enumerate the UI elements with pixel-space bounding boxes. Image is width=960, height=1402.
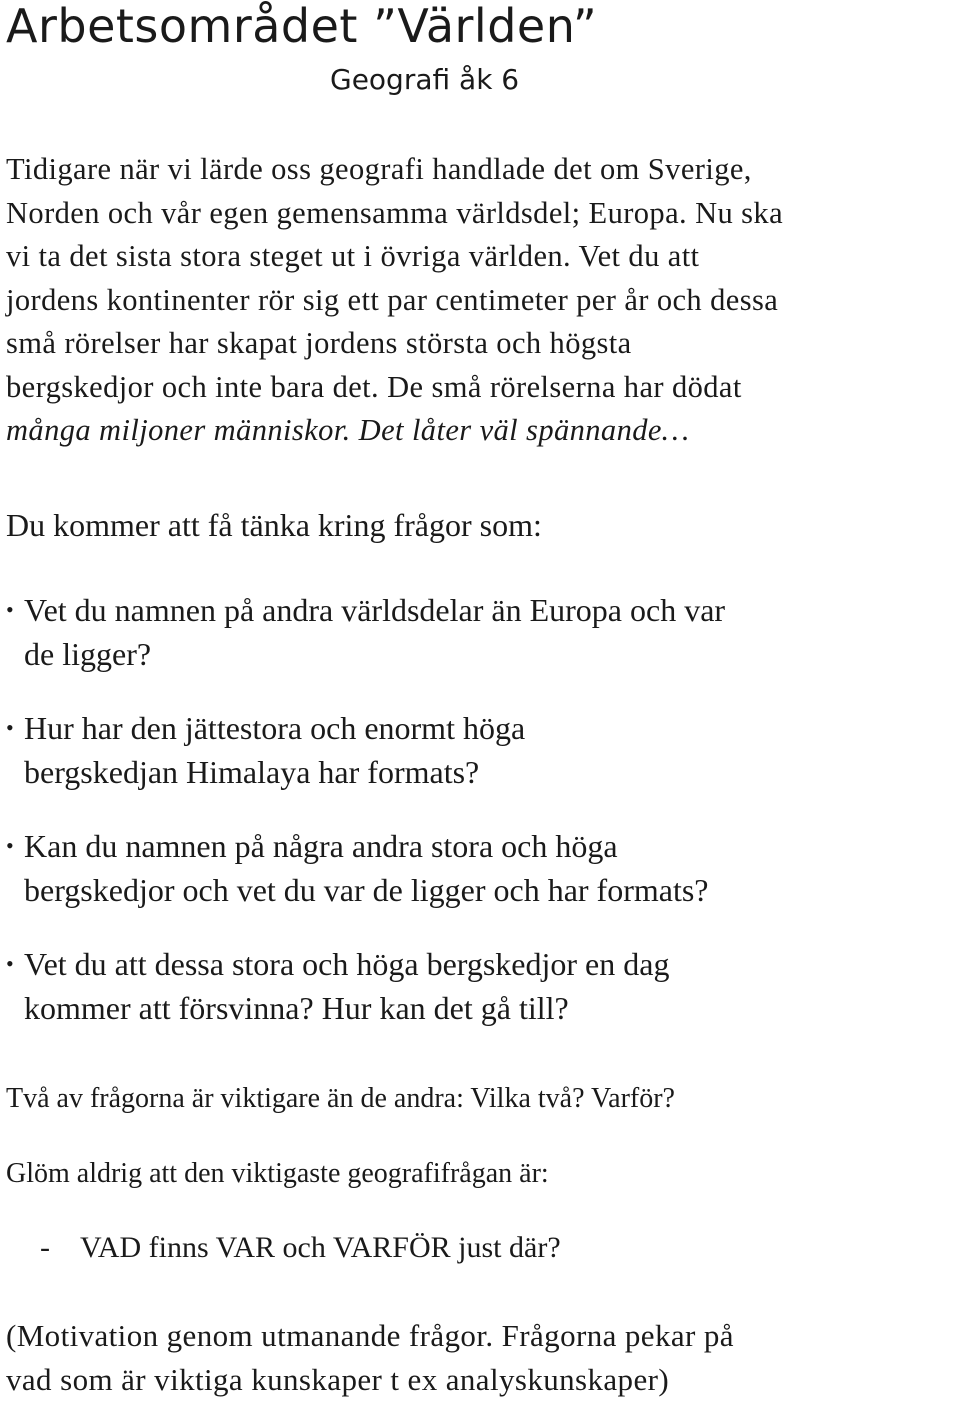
list-item — [6, 706, 946, 794]
page-title: Arbetsområdet ”Världen” — [6, 0, 598, 53]
intro-line: vi ta det sista stora steget ut i övriga världen. Vet du att — [6, 239, 700, 273]
intro-line: små rörelser har skapat jordens största och högsta — [6, 326, 632, 360]
page-subtitle: Geografi åk 6 — [330, 63, 520, 96]
bullet-icon: • — [6, 951, 14, 976]
closing-line: (Motivation genom utmanande frågor. Frågorna pekar på — [6, 1318, 734, 1353]
question-line: Hur har den jättestora och enormt höga — [24, 710, 526, 746]
never-forget-text: Glöm aldrig att den viktigaste geografifrågan är: — [6, 1158, 549, 1189]
two-questions-text: Två av frågorna är viktigare än de andra: Vilka två? Varför? — [6, 1083, 675, 1114]
question-line: Kan du namnen på några andra stora och höga — [24, 828, 618, 864]
question-line: bergskedjor och vet du var de ligger och har formats? — [24, 872, 709, 908]
list-item — [6, 588, 946, 676]
intro-line: bergskedjor och inte bara det. De små rörelserna har dödat — [6, 369, 742, 404]
intro-line: Norden och vår egen gemensamma världsdel; Europa. Nu ska — [6, 195, 784, 230]
key-question — [40, 1227, 561, 1269]
bullet-icon: • — [6, 833, 14, 858]
list-item — [6, 824, 946, 912]
bullet-icon: • — [6, 715, 14, 740]
intro-italic-line: många miljoner människor. Det låter väl spännande… — [6, 413, 690, 447]
list-item — [6, 942, 946, 1030]
intro-line: jordens kontinenter rör sig ett par centimeter per år och dessa — [6, 282, 779, 317]
question-line: bergskedjan Himalaya har formats? — [24, 754, 480, 790]
intro-paragraph — [6, 148, 956, 453]
question-line: Vet du att dessa stora och höga bergskedjor en dag — [24, 946, 670, 982]
intro-line: Tidigare när vi lärde oss geografi handlade det om Sverige, — [6, 152, 752, 186]
bullet-icon: • — [6, 597, 14, 622]
question-line: Vet du namnen på andra världsdelar än Europa och var — [24, 592, 726, 628]
question-line: kommer att försvinna? Hur kan det gå till? — [24, 990, 569, 1026]
dash-marker: - — [40, 1231, 50, 1264]
question-line: de ligger? — [24, 636, 152, 672]
closing-line: vad som är viktiga kunskaper t ex analyskunskaper) — [6, 1362, 670, 1397]
closing-note — [6, 1314, 734, 1402]
question-list — [6, 588, 946, 1060]
questions-lead: Du kommer att få tänka kring frågor som: — [6, 507, 542, 543]
key-question-text: VAD finns VAR och VARFÖR just där? — [80, 1231, 561, 1264]
